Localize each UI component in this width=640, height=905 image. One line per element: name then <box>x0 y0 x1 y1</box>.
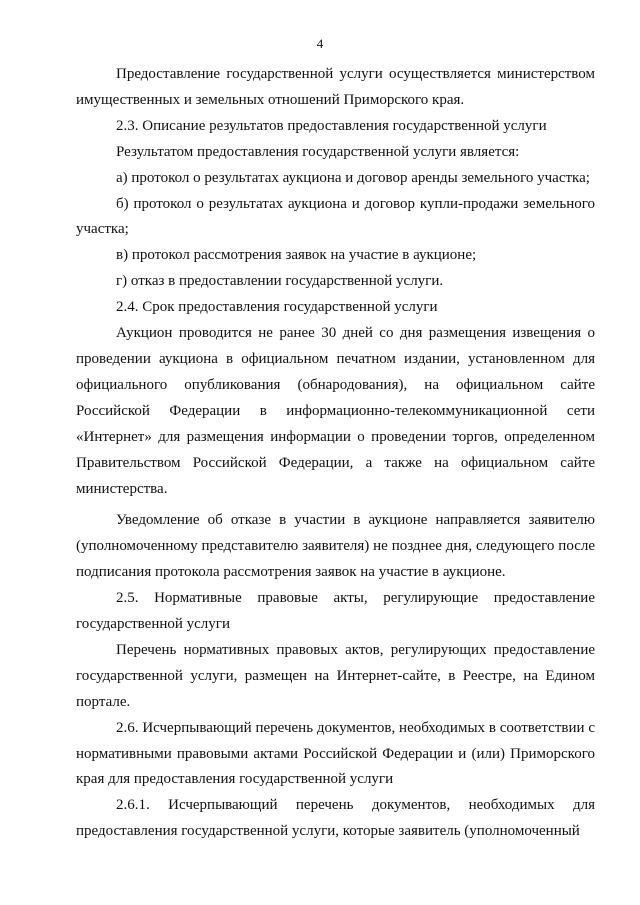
paragraph-auction-timing: Аукцион проводится не ранее 30 дней со дня размещения извещения о проведении аукциона в официальном печатном издании, установленном для официального опубликования (обнародования), на официальном сайте Российской Федерации в информационно-телекоммуникационной сети «Интернет» для размещения информации о проведении торгов, определенном Правительством Российской Федерации, а также на официальном сайте министерства. <box>76 325 595 497</box>
paragraph-ministry: Предоставление государственной услуги осуществляется министерством имущественных и земельных отношений Приморского края. <box>76 66 595 108</box>
list-item-v: в) протокол рассмотрения заявок на участие в аукционе; <box>116 247 477 264</box>
document-body <box>76 62 595 845</box>
heading-2-3: 2.3. Описание результатов предоставления государственной услуги <box>116 117 547 134</box>
page-number: 4 <box>316 36 324 51</box>
list-item-a: а) протокол о результатах аукциона и договор аренды земельного участка; <box>116 169 590 186</box>
heading-2-4: 2.4. Срок предоставления государственной услуги <box>116 299 438 316</box>
heading-2-5: 2.5. Нормативные правовые акты, регулирующие предоставление государственной услуги <box>76 590 595 633</box>
paragraph-refusal-notice: Уведомление об отказе в участии в аукционе направляется заявителю (уполномоченному представителю заявителя) не позднее дня, следующего после подписания протокола рассмотрения заявок на участие в аукционе. <box>76 512 595 581</box>
heading-2-6: 2.6. Исчерпывающий перечень документов, необходимых в соответствии с нормативными правовыми актами Российской Федерации и (или) Приморского края для предоставления государственной услуги <box>76 719 595 788</box>
paragraph-2-6-1: 2.6.1. Исчерпывающий перечень документов, необходимых для предоставления государственной услуги, которые заявитель (уполномоченный <box>76 797 595 840</box>
paragraph-results-intro: Результатом предоставления государственной услуги является: <box>116 143 520 160</box>
paragraph-legal-acts: Перечень нормативных правовых актов, регулирующих предоставление государственной услуги, размещен на Интернет-сайте, в Реестре, на Едином портале. <box>76 641 595 710</box>
list-item-g: г) отказ в предоставлении государственной услуги. <box>116 273 444 290</box>
list-item-b: б) протокол о результатах аукциона и договор купли-продажи земельного участка; <box>76 195 595 238</box>
